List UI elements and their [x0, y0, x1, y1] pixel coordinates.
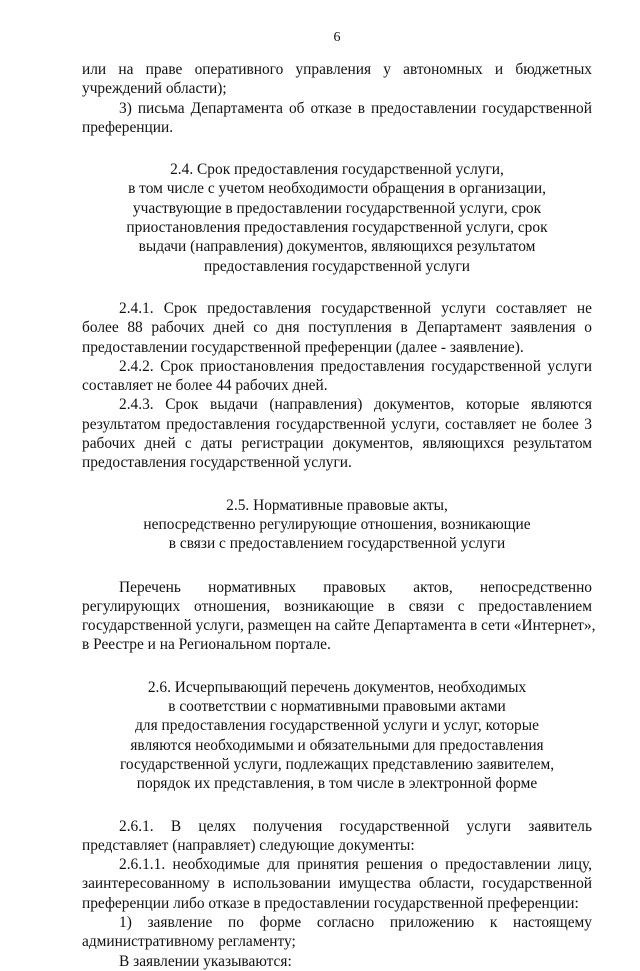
text-line: рабочих дней с даты регистрации документов, являющихся результатом: [82, 435, 592, 453]
paragraph-continuation: [82, 60, 592, 99]
section-heading-2-4: [82, 160, 592, 276]
text-line: предоставления государственной услуги.: [82, 454, 352, 472]
paragraph-2-4-3: [82, 395, 592, 472]
text-line: в Реестре и на Региональном портале.: [82, 636, 331, 654]
text-line: 1) заявление по форме согласно приложению к настоящему: [119, 913, 592, 931]
heading-line: 2.4. Срок предоставления государственной услуги,: [170, 161, 504, 179]
heading-line: непосредственно регулирующие отношения, возникающие: [143, 515, 531, 533]
text-line: 2.4.2. Срок приостановления предоставления государственной услуги: [119, 357, 592, 375]
paragraph-application-form: [82, 913, 592, 952]
text-line: 2.4.3. Срок выдачи (направления) документов, которые являются: [119, 396, 592, 414]
text-line: составляет не более 44 рабочих дней.: [82, 377, 328, 395]
text-line: или на праве оперативного управления у автономных и бюджетных: [82, 61, 592, 78]
text-line: преференции.: [82, 118, 174, 136]
heading-line: в соответствии с нормативными правовыми актами: [168, 698, 506, 716]
text-line: регулирующих отношения, возникающие в связи с предоставлением: [82, 597, 592, 615]
paragraph-legal-acts: [82, 578, 596, 655]
heading-line: приостановления предоставления государственной услуги, срок: [126, 219, 548, 237]
heading-line: в том числе с учетом необходимости обращения в организации,: [128, 180, 546, 198]
section-heading-2-5: [82, 496, 592, 554]
heading-line: выдачи (направления) документов, являющихся результатом: [138, 238, 536, 256]
text-line: В заявлении указываются:: [119, 952, 292, 970]
text-line: предоставлении государственной преференции (далее - заявление).: [82, 338, 524, 356]
paragraph-2-4-1: [82, 299, 592, 357]
heading-line: для предоставления государственной услуги и услуг, которые: [135, 717, 539, 735]
section-heading-2-6: [82, 678, 592, 794]
text-line: 2.6.1. В целях получения государственной услуги заявитель: [119, 817, 592, 835]
text-line: преференции либо отказе в предоставлении государственной преференции:: [82, 894, 579, 912]
heading-line: государственной услуги, подлежащих представлению заявителем,: [119, 755, 555, 773]
heading-line: являются необходимыми и обязательными для предоставления: [130, 736, 544, 754]
text-line: результатом предоставления государственной услуги, составляет не более 3: [82, 415, 592, 433]
heading-line: предоставления государственной услуги: [203, 257, 470, 275]
paragraph-application-contents: [82, 952, 592, 971]
heading-line: порядок их представления, в том числе в электронной форме: [136, 775, 538, 793]
heading-line: 2.5. Нормативные правовые акты,: [226, 496, 448, 514]
text-line: Перечень нормативных правовых актов, непосредственно: [119, 578, 592, 596]
text-line: учреждений области);: [82, 80, 227, 98]
document-page: [82, 30, 596, 971]
text-line: заинтересованному в использовании имущества области, государственной: [82, 875, 592, 893]
page-number: 6: [333, 30, 341, 45]
text-line: административному регламенту;: [82, 933, 296, 951]
text-line: 2.4.1. Срок предоставления государственной услуги составляет не: [119, 299, 592, 317]
text-line: представляет (направляет) следующие документы:: [82, 836, 415, 854]
paragraph-2-6-1-1: [82, 855, 592, 913]
text-line: более 88 рабочих дней со дня поступления в Департамент заявления о: [82, 319, 592, 337]
text-line: государственной услуги, размещен на сайте Департамента в сети «Интернет»,: [82, 617, 596, 635]
paragraph-2-6-1: [82, 817, 592, 856]
paragraph-2-4-2: [82, 357, 592, 396]
text-line: 2.6.1.1. необходимые для принятия решения о предоставлении лицу,: [119, 856, 592, 874]
paragraph-item-3: [82, 99, 592, 138]
heading-line: 2.6. Исчерпывающий перечень документов, необходимых: [147, 678, 527, 696]
heading-line: в связи с предоставлением государственной услуги: [168, 535, 506, 553]
text-line: 3) письма Департамента об отказе в предоставлении государственной: [119, 99, 592, 117]
heading-line: участвующие в предоставлении государственной услуги, срок: [132, 199, 542, 217]
